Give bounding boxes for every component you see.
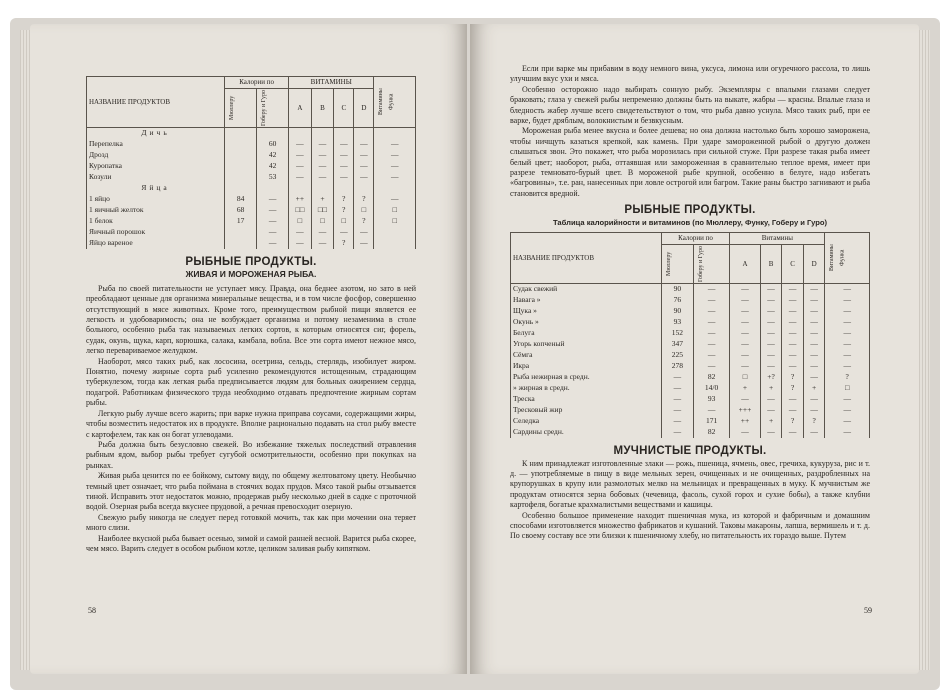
value-cell: — <box>760 295 782 306</box>
table-header-vit-d: D <box>354 89 374 128</box>
value-cell: □ <box>730 372 761 383</box>
table-row <box>511 339 870 350</box>
value-cell: — <box>334 150 354 161</box>
value-cell: — <box>825 405 870 416</box>
value-cell: ? <box>782 416 804 427</box>
value-cell: — <box>730 394 761 405</box>
table-row <box>87 150 416 161</box>
table-header-vit-c: C <box>782 245 804 284</box>
product-name-cell: 1 яичный желток <box>87 205 225 216</box>
table-header-funk: Витамины Функа <box>829 244 846 272</box>
product-name-cell: Навага » <box>511 295 662 306</box>
table-header-vit-b: B <box>760 245 782 284</box>
value-cell: — <box>289 227 312 238</box>
value-cell: — <box>661 383 693 394</box>
value-cell: — <box>730 284 761 296</box>
value-cell: ? <box>782 383 804 394</box>
value-cell <box>374 238 416 249</box>
table-row <box>511 295 870 306</box>
value-cell: — <box>257 227 289 238</box>
table-row <box>511 284 870 296</box>
value-cell: — <box>661 405 693 416</box>
value-cell: — <box>782 339 804 350</box>
table-row <box>511 372 870 383</box>
value-cell: □ <box>374 216 416 227</box>
product-name-cell: Селедка <box>511 416 662 427</box>
value-cell: 90 <box>661 306 693 317</box>
value-cell: + <box>730 383 761 394</box>
value-cell <box>374 227 416 238</box>
value-cell: — <box>760 328 782 339</box>
value-cell: ? <box>334 238 354 249</box>
product-name-cell: Козули <box>87 172 225 183</box>
table-row <box>511 328 870 339</box>
value-cell: ? <box>354 194 374 205</box>
value-cell: □ <box>289 216 312 227</box>
value-cell: — <box>825 350 870 361</box>
paragraph: Наиболее вкусной рыба бывает осенью, зимой и самой ранней весной. Варится рыба скорее, чем мясо. Варить следует в особом рыбном котле, целиком заливая рыбу кипятком. <box>86 533 416 553</box>
table-row <box>511 361 870 372</box>
table-header-vit-a: A <box>289 89 312 128</box>
left-page <box>30 24 467 674</box>
value-cell: — <box>693 339 729 350</box>
value-cell: — <box>782 295 804 306</box>
paragraph: Легкую рыбу лучше всего жарить; при варке нужна приправа соусами, содержащими жиры, чтобы возместить недостаток их в продукте. Вполне рационально подавать на стол рыбу вместе с картофелем, так как он богат углеводами. <box>86 408 416 439</box>
product-name-cell: Яичный порошок <box>87 227 225 238</box>
left-page-content <box>86 76 416 554</box>
value-cell: — <box>760 339 782 350</box>
value-cell: — <box>661 416 693 427</box>
value-cell: — <box>782 427 804 438</box>
product-name-cell: Окунь » <box>511 317 662 328</box>
value-cell: — <box>289 161 312 172</box>
value-cell: 42 <box>257 161 289 172</box>
table-caption: Таблица калорийности и витаминов (по Мюллеру, Функу, Гоберу и Гуро) <box>552 217 827 227</box>
value-cell: — <box>760 394 782 405</box>
value-cell: — <box>803 339 825 350</box>
value-cell: — <box>782 350 804 361</box>
value-cell: — <box>825 427 870 438</box>
value-cell: + <box>760 383 782 394</box>
value-cell: — <box>311 238 334 249</box>
table-row <box>87 172 416 183</box>
value-cell: □ <box>825 383 870 394</box>
paragraph: Особенно большое применение находит пшеничная мука, из которой и фабричным и домашним способами изготовляется множество фабрикатов и кушаний. Таковы макароны, лапша, вермишель и т. д. По своему составу все эти близки к пшеничному хлебу, но питательность их гораздо выше. Путем <box>510 510 870 541</box>
value-cell: +? <box>760 372 782 383</box>
section-subtitle-live-frozen: ЖИВАЯ И МОРОЖЕНАЯ РЫБА. <box>185 269 317 280</box>
table-row <box>511 416 870 427</box>
value-cell: + <box>311 194 334 205</box>
product-name-cell: Белуга <box>511 328 662 339</box>
fish-table <box>510 232 870 438</box>
value-cell: — <box>693 361 729 372</box>
value-cell: — <box>782 405 804 416</box>
value-cell: — <box>257 216 289 227</box>
value-cell: 68 <box>225 205 257 216</box>
table-header-muller: Мюллеру <box>665 251 672 277</box>
table-row <box>511 317 870 328</box>
paragraph: Наоборот, мясо таких рыб, как лососина, осетрина, сельдь, стерлядь, изобилует жиром. Понятно, почему жирные сорта рыб усиленно рекомендуются истощенным, страдающим туберкулезом, тогда как легкая рыба предписывается людям для больных ожирением сердца, подагрой. Работникам физического труда необходимо отдавать предпочтение жирным сортам рыбы. <box>86 356 416 408</box>
product-name-cell: Тресковый жир <box>511 405 662 416</box>
value-cell: □ <box>311 216 334 227</box>
value-cell: — <box>782 394 804 405</box>
value-cell: — <box>825 317 870 328</box>
paragraph: Рыба должна быть безусловно свежей. Во избежание тяжелых последствий отравления рыбным ядом, выбор рыбы требует сугубой осмотрительности, особенно при покупках на рынках. <box>86 439 416 470</box>
value-cell: — <box>730 361 761 372</box>
product-name-cell: Дрозд <box>87 150 225 161</box>
table-header-calories: Калории по <box>661 233 729 245</box>
value-cell: — <box>730 306 761 317</box>
table-header-goberu: Гоберу и Гуро <box>261 90 268 126</box>
value-cell <box>225 238 257 249</box>
value-cell: 84 <box>225 194 257 205</box>
value-cell: — <box>661 372 693 383</box>
table-header-funk: Витамины Функа <box>378 88 395 116</box>
table-row <box>87 205 416 216</box>
right-page <box>470 24 919 674</box>
table-header-vit-d: D <box>803 245 825 284</box>
value-cell: — <box>825 361 870 372</box>
value-cell: — <box>825 416 870 427</box>
value-cell: 278 <box>661 361 693 372</box>
value-cell: — <box>257 238 289 249</box>
value-cell: — <box>374 172 416 183</box>
value-cell: — <box>693 317 729 328</box>
value-cell: — <box>289 238 312 249</box>
value-cell: — <box>760 317 782 328</box>
value-cell: — <box>374 161 416 172</box>
value-cell: 76 <box>661 295 693 306</box>
paragraph: Если при варке мы прибавим в воду немного вина, уксуса, лимона или огуречного рассола, то лишь улучшим вкус ухи и мяса. <box>510 64 870 84</box>
group-heading-game: Дичь <box>87 128 225 140</box>
table-header-goberu: Гоберу и Гуро <box>697 246 704 283</box>
value-cell: 347 <box>661 339 693 350</box>
product-name-cell: 1 белок <box>87 216 225 227</box>
value-cell: — <box>693 405 729 416</box>
value-cell: — <box>760 306 782 317</box>
value-cell: — <box>289 150 312 161</box>
value-cell: 93 <box>661 317 693 328</box>
table-header-vit-c: C <box>334 89 354 128</box>
value-cell: — <box>803 284 825 296</box>
value-cell: ++ <box>730 416 761 427</box>
value-cell: ? <box>803 416 825 427</box>
value-cell: □□ <box>311 205 334 216</box>
paragraph: Рыба по своей питательности не уступает мясу. Правда, она беднее азотом, но зато в ней преобладают ценные для организма минеральные вещества, и в том числе фосфор, совершенно отсутствующий в мясе животных. Кроме того, преимуществом рыбной пищи является ее легкость и удобоваримость; она не возбуждает организма и потому незаменима в столе больного, особенно рыба так называемых легких сортов, к которым относятся сиг, форель, судак, окунь, щука, карп, корюшка, салака, камбала, вобла. Все эти сорта имеют нежное мясо, легко перевариваемое желудком. <box>86 283 416 356</box>
value-cell: — <box>825 295 870 306</box>
table-row <box>87 139 416 150</box>
value-cell: 82 <box>693 372 729 383</box>
paragraph: Свежую рыбу никогда не следует перед готовкой мочить, так как при мочении она теряет много слизи. <box>86 512 416 533</box>
paragraph: К ним принадлежат изготовленные злаки — рожь, пшеница, ячмень, овес, гречиха, кукуруза, рис и т. д. — употребляемые в пищу в виде мельных зерен, очищенных и не очищенных, раздробленных на крупорушках в крупу или размолотых мелко на мельницах и превращенных в муку. К мучнистым же продуктам относятся зерна бобовых (чечевица, фасоль, сухой горох и сухие бобы), а также клубни картофеля, богатые крахмалистыми веществами и кашицы. <box>510 458 870 510</box>
product-name-cell: Рыба нежирная в средн. <box>511 372 662 383</box>
paragraph: Особенно осторожно надо выбирать сонную рыбу. Экземпляры с впалыми глазами следует браковать; глаза у свежей рыбы непременно должны быть на выкате, жабры — красны. Впалые глаза и бледность жабер лучше всего свидетельствуют о том, что рыба давно уснула. Мясо таких рыб, при ее варке, будет дряблым, волокнистым и безвкусным. <box>510 84 870 126</box>
value-cell: — <box>825 328 870 339</box>
table-row <box>87 161 416 172</box>
value-cell: — <box>661 394 693 405</box>
product-name-cell: Икра <box>511 361 662 372</box>
value-cell: — <box>803 427 825 438</box>
section-title-flour: МУЧНИСТЫЕ ПРОДУКТЫ. <box>613 445 767 458</box>
value-cell: ++ <box>289 194 312 205</box>
table-header-vit-b: B <box>311 89 334 128</box>
value-cell: □ <box>354 205 374 216</box>
value-cell: + <box>803 383 825 394</box>
value-cell: — <box>825 284 870 296</box>
value-cell: — <box>289 172 312 183</box>
value-cell: — <box>374 139 416 150</box>
value-cell: — <box>782 317 804 328</box>
value-cell: — <box>311 139 334 150</box>
value-cell: 60 <box>257 139 289 150</box>
value-cell: — <box>334 227 354 238</box>
value-cell: — <box>354 238 374 249</box>
value-cell: □ <box>334 216 354 227</box>
value-cell: □ <box>374 205 416 216</box>
value-cell: — <box>825 339 870 350</box>
value-cell: 93 <box>693 394 729 405</box>
product-name-cell: Яйцо вареное <box>87 238 225 249</box>
value-cell: 53 <box>257 172 289 183</box>
value-cell: 14/0 <box>693 383 729 394</box>
product-name-cell: Куропатка <box>87 161 225 172</box>
value-cell: — <box>803 361 825 372</box>
value-cell: — <box>693 306 729 317</box>
product-name-cell: Сёмга <box>511 350 662 361</box>
value-cell: — <box>354 161 374 172</box>
value-cell: — <box>257 205 289 216</box>
page-number-left: 58 <box>88 606 96 615</box>
value-cell <box>225 150 257 161</box>
paragraph: Мороженая рыба менее вкусна и более дешева; но она должна настолько быть хорошо заморожена, чтобы ничщуть казаться крепкой, как камень. При ударе замороженной рыбой о другую должен слышаться звон. Это покажет, что рыба морозилась при сильной стуже. При разрезе такая рыба имеет белый цвет; наоборот, рыба, оттаявшая или замороженная в сравнительно теплое время, имеет при разрезе темновато-бурый цвет. В мороженой рыбе крупной, особенно в белуге, надо избегать «багровины», т.е. ран, нанесенных при ловле острогой или багром. Такие раны быстро загнивают и рыба становится вредной. <box>510 126 870 198</box>
value-cell: — <box>782 284 804 296</box>
value-cell: — <box>374 194 416 205</box>
value-cell <box>225 172 257 183</box>
product-name-cell: Судак свежий <box>511 284 662 296</box>
value-cell: — <box>803 306 825 317</box>
section-title-fish: РЫБНЫЕ ПРОДУКТЫ. <box>185 256 317 268</box>
value-cell: 152 <box>661 328 693 339</box>
product-name-cell: Треска <box>511 394 662 405</box>
value-cell: — <box>760 427 782 438</box>
value-cell: — <box>730 339 761 350</box>
value-cell: — <box>354 172 374 183</box>
value-cell: — <box>311 172 334 183</box>
value-cell: 90 <box>661 284 693 296</box>
value-cell: — <box>825 306 870 317</box>
value-cell: — <box>803 328 825 339</box>
product-name-cell: 1 яйцо <box>87 194 225 205</box>
product-name-cell: Угорь копченый <box>511 339 662 350</box>
value-cell: — <box>730 350 761 361</box>
value-cell: +++ <box>730 405 761 416</box>
table-title-fish: РЫБНЫЕ ПРОДУКТЫ. <box>624 204 756 217</box>
product-name-cell: Перепелка <box>87 139 225 150</box>
value-cell: — <box>311 150 334 161</box>
value-cell: — <box>693 295 729 306</box>
value-cell: — <box>803 350 825 361</box>
page-number-right: 59 <box>864 606 872 615</box>
value-cell: ? <box>334 194 354 205</box>
table-header-muller: Мюллеру <box>229 95 236 121</box>
value-cell <box>225 227 257 238</box>
value-cell: — <box>803 317 825 328</box>
table-row <box>87 216 416 227</box>
value-cell: — <box>257 194 289 205</box>
product-name-cell: Сардины средн. <box>511 427 662 438</box>
value-cell: — <box>693 350 729 361</box>
value-cell: — <box>289 139 312 150</box>
value-cell: — <box>311 161 334 172</box>
table-header-calories: Калории по <box>225 77 289 89</box>
game-eggs-table <box>86 76 416 249</box>
value-cell: — <box>803 394 825 405</box>
value-cell: — <box>311 227 334 238</box>
value-cell: — <box>693 328 729 339</box>
value-cell: — <box>782 328 804 339</box>
right-page-content <box>510 64 870 542</box>
table-header-vitamins: ВИТАМИНЫ <box>289 77 374 89</box>
value-cell: + <box>760 416 782 427</box>
value-cell: — <box>354 139 374 150</box>
table-row <box>511 306 870 317</box>
value-cell: — <box>782 361 804 372</box>
group-heading-eggs: Яйца <box>87 183 225 194</box>
product-name-cell: Щука » <box>511 306 662 317</box>
value-cell: — <box>354 150 374 161</box>
value-cell: — <box>760 361 782 372</box>
value-cell: — <box>334 161 354 172</box>
value-cell: ? <box>354 216 374 227</box>
value-cell: — <box>334 139 354 150</box>
value-cell: — <box>803 372 825 383</box>
value-cell: 42 <box>257 150 289 161</box>
value-cell: — <box>760 350 782 361</box>
value-cell: 82 <box>693 427 729 438</box>
product-name-cell: » жирная в средн. <box>511 383 662 394</box>
value-cell: — <box>825 394 870 405</box>
table-header-name: НАЗВАНИЕ ПРОДУКТОВ <box>511 233 662 284</box>
value-cell: — <box>354 227 374 238</box>
value-cell: ? <box>825 372 870 383</box>
value-cell: 225 <box>661 350 693 361</box>
value-cell <box>225 161 257 172</box>
table-row <box>511 383 870 394</box>
value-cell: ? <box>782 372 804 383</box>
value-cell: — <box>661 427 693 438</box>
value-cell: 171 <box>693 416 729 427</box>
value-cell: — <box>730 328 761 339</box>
value-cell: ? <box>334 205 354 216</box>
table-row <box>87 238 416 249</box>
table-row <box>511 405 870 416</box>
value-cell: — <box>760 405 782 416</box>
paragraph: Живая рыба ценится по ее бойкому, сытому виду, по общему желтоватому цвету. Необычно темный цвет означает, что рыба поймана в стоячих водах прудов. Мясо такой рыбы отзывается тиной. Исправить этот недостаток можно, продержав рыбу несколько дней в садке с проточной водой. Озерная рыба всегда вкуснее прудовой, а речная превосходит озерную. <box>86 471 416 512</box>
table-row <box>511 427 870 438</box>
value-cell: — <box>730 295 761 306</box>
value-cell <box>225 139 257 150</box>
value-cell: — <box>760 284 782 296</box>
value-cell: — <box>374 150 416 161</box>
table-header-vit-a: A <box>730 245 761 284</box>
table-header-vitamins: Витамины <box>730 233 825 245</box>
value-cell: 17 <box>225 216 257 227</box>
table-row <box>87 194 416 205</box>
value-cell: — <box>730 317 761 328</box>
value-cell: — <box>803 405 825 416</box>
table-row <box>511 394 870 405</box>
value-cell: — <box>693 284 729 296</box>
table-row <box>87 227 416 238</box>
table-row <box>511 350 870 361</box>
value-cell: □□ <box>289 205 312 216</box>
value-cell: — <box>730 427 761 438</box>
value-cell: — <box>334 172 354 183</box>
table-header-name: НАЗВАНИЕ ПРОДУКТОВ <box>87 77 225 128</box>
value-cell: — <box>803 295 825 306</box>
value-cell: — <box>782 306 804 317</box>
